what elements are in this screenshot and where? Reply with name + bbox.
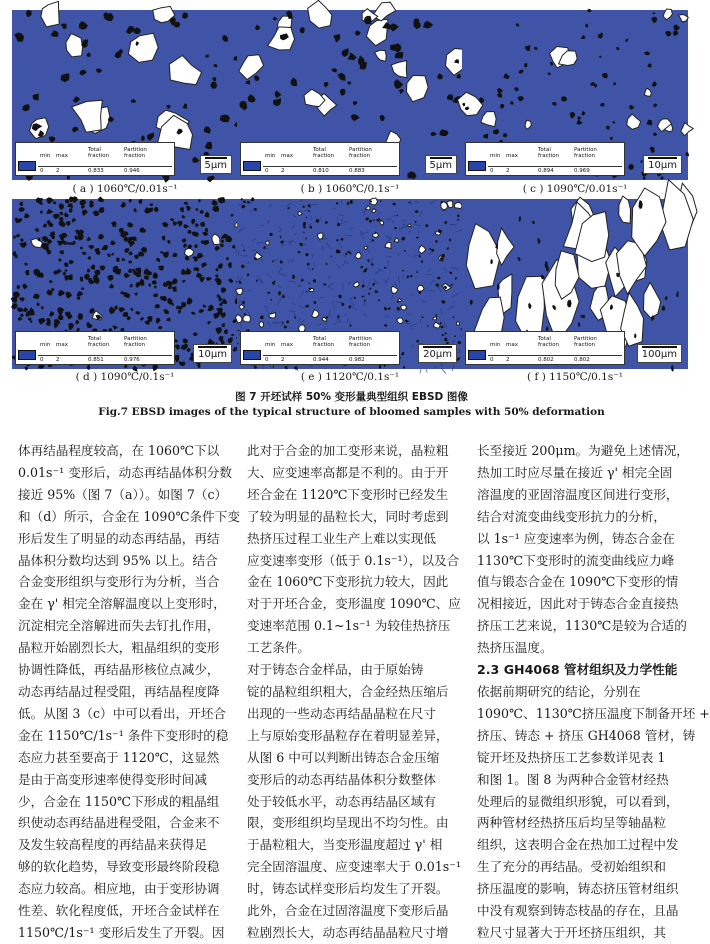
text-line: 依据前期研究的结论，分别在 <box>477 681 695 703</box>
text-line: 以 1s⁻¹ 应变速率为例，铸态合金在 <box>477 528 695 550</box>
legend-swatch <box>243 350 261 360</box>
legend-value: 0.810 <box>313 168 329 174</box>
legend-header: min <box>265 342 275 348</box>
text-line: 对于开坯合金，变形温度 1090℃、应 <box>247 593 465 615</box>
text-line: 低。从图 3（c）中可以看出，开坯合 <box>18 703 236 725</box>
text-line: 出现的一些动态再结晶晶粒在尺寸 <box>247 703 465 725</box>
text-line: 长至接近 200μm。为避免上述情况， <box>477 440 695 462</box>
legend-header: min <box>265 153 275 159</box>
scale-label: 5μm <box>205 160 227 171</box>
text-line: 织使动态再结晶进程受阻，合金来不 <box>18 812 236 834</box>
text-line: 及发生较高程度的再结晶来获得足 <box>18 834 236 856</box>
legend-value: 0 <box>265 357 269 363</box>
text-line: 挤压、铸态 + 挤压 GH4068 管材，铸 <box>477 725 695 747</box>
text-line: 锭的晶粒组织粗大，合金经热压缩后 <box>247 681 465 703</box>
text-line: 性差、软化程度低，开坯合金试样在 <box>18 900 236 922</box>
legend-value: 2 <box>281 168 285 174</box>
legend-value: 0 <box>40 168 44 174</box>
legend-swatch <box>18 161 36 171</box>
legend-header: Partition fraction <box>124 147 147 159</box>
text-line: 挤压工艺来说，1130℃是较为合适的 <box>477 615 695 637</box>
legend-header: Total fraction <box>538 147 559 159</box>
legend-value: 2 <box>506 168 510 174</box>
legend-header: Total fraction <box>313 147 334 159</box>
text-line: 体再结晶程度较高，在 1060℃下以 <box>18 440 236 462</box>
legend-value: 0 <box>490 357 494 363</box>
legend-swatch <box>468 161 486 171</box>
text-column-2 <box>247 440 465 944</box>
text-line: 热加工时应尽量在接近 γ' 相完全固 <box>477 462 695 484</box>
legend-value: 0.894 <box>538 168 554 174</box>
legend-value: 0 <box>490 168 494 174</box>
legend-value: 0.802 <box>574 357 590 363</box>
scale-label: 10μm <box>198 349 227 360</box>
legend-value: 0.976 <box>124 357 140 363</box>
text-line: 结合对流变曲线变形抗力的分析， <box>477 506 695 528</box>
legend-header: Partition fraction <box>349 147 372 159</box>
text-line: 形后发生了明显的动态再结晶，再结 <box>18 528 236 550</box>
legend-header: Total fraction <box>88 336 109 348</box>
text-line: 和图 1。图 8 为两种合金管材经热 <box>477 769 695 791</box>
text-line: 少，合金在 1150℃下形成的粗晶组 <box>18 791 236 813</box>
figure-caption-cn: 图 7 开坯试样 50% 变形量典型组织 EBSD 图像 <box>0 389 703 404</box>
text-line: 合金变形组织与变形行为分析，当合 <box>18 571 236 593</box>
text-line: 限，变形组织均呈现出不均匀性。由 <box>247 812 465 834</box>
text-line: 沉淀相完全溶解进而失去钉扎作用， <box>18 615 236 637</box>
text-line: 坯合金在 1120℃下变形时已经发生 <box>247 484 465 506</box>
legend-value: 0.946 <box>124 168 140 174</box>
text-line: 粒尺寸显著大于开坯挤压组织，其 <box>477 922 695 944</box>
panel-caption-c: ( c ) 1090℃/0.01s⁻¹ <box>462 183 688 195</box>
legend-header: Total fraction <box>538 336 559 348</box>
scale-bar <box>200 155 232 174</box>
panel-caption-d: ( d ) 1090℃/0.1s⁻¹ <box>12 371 238 383</box>
legend-header: min <box>40 342 50 348</box>
legend-value: 2 <box>56 357 60 363</box>
text-line: 晶体积分数均达到 95% 以上。结合 <box>18 550 236 572</box>
ebsd-panel-a <box>12 10 238 180</box>
text-line: 时，铸态试样变形后均发生了开裂。 <box>247 878 465 900</box>
legend-value: 0 <box>265 168 269 174</box>
text-line: 是由于高变形速率使得变形时间减 <box>18 769 236 791</box>
legend-value: 0 <box>40 357 44 363</box>
scale-bar <box>637 344 682 363</box>
ebsd-panel-e <box>237 199 463 369</box>
text-line: 工艺条件。 <box>247 637 465 659</box>
ebsd-panel-f <box>462 199 688 369</box>
legend-header: Partition fraction <box>574 336 597 348</box>
scale-bar <box>425 155 457 174</box>
ebsd-legend <box>15 331 175 365</box>
text-line: 对于铸态合金样品，由于原始铸 <box>247 659 465 681</box>
scale-label: 100μm <box>642 349 677 360</box>
legend-header: max <box>281 342 293 348</box>
legend-swatch <box>18 350 36 360</box>
text-line: 态应力较高。相应地，由于变形协调 <box>18 878 236 900</box>
ebsd-panel-b <box>237 10 463 180</box>
text-line: 溶温度的亚固溶温度区间进行变形， <box>477 484 695 506</box>
text-line: 组织，这表明合金在热加工过程中发 <box>477 834 695 856</box>
text-line: 处于较低水平，动态再结晶区域有 <box>247 791 465 813</box>
text-line: 1130℃下变形时的流变曲线应力峰 <box>477 550 695 572</box>
legend-header: max <box>56 342 68 348</box>
scale-bar <box>418 344 457 363</box>
ebsd-legend <box>240 331 400 365</box>
text-line: 变速率范围 0.1~1s⁻¹ 为较佳热挤压 <box>247 615 465 637</box>
text-line: 了较为明显的晶粒长大，同时考虑到 <box>247 506 465 528</box>
text-line: 粒剧烈长大，动态再结晶晶粒尺寸增 <box>247 922 465 944</box>
scale-label: 20μm <box>423 349 452 360</box>
text-line: 态应力甚至要高于 1120℃，这显然 <box>18 747 236 769</box>
text-line: 金在 γ' 相完全溶解温度以上变形时， <box>18 593 236 615</box>
legend-value: 0.851 <box>88 357 104 363</box>
ebsd-panel-d <box>12 199 238 369</box>
legend-value: 0.944 <box>313 357 329 363</box>
legend-header: max <box>506 153 518 159</box>
legend-header: max <box>281 153 293 159</box>
text-line: 况相接近，因此对于铸态合金直接热 <box>477 593 695 615</box>
legend-value: 2 <box>281 357 285 363</box>
legend-header: min <box>490 342 500 348</box>
text-column-1 <box>18 440 236 944</box>
ebsd-legend <box>465 331 625 365</box>
text-line: 和（d）所示，合金在 1090℃条件下变 <box>18 506 236 528</box>
text-line: 够的软化趋势，导致变形最终阶段稳 <box>18 856 236 878</box>
text-line: 接近 95%（图 7（a））。如图 7（c） <box>18 484 236 506</box>
legend-value: 0.833 <box>88 168 104 174</box>
text-line: 2.3 GH4068 管材组织及力学性能 <box>477 659 695 681</box>
legend-header: max <box>506 342 518 348</box>
text-line: 锭开坯及热挤压工艺参数详见表 1 <box>477 747 695 769</box>
text-line: 热挤压过程工业生产上难以实现低 <box>247 528 465 550</box>
panel-caption-a: ( a ) 1060℃/0.01s⁻¹ <box>12 183 238 195</box>
text-line: 动态再结晶过程受阻，再结晶程度降 <box>18 681 236 703</box>
legend-value: 0.883 <box>349 168 365 174</box>
ebsd-legend <box>465 142 625 176</box>
scale-bar <box>643 155 682 174</box>
text-line: 应变速率变形（低于 0.1s⁻¹），以及合 <box>247 550 465 572</box>
legend-header: Partition fraction <box>124 336 147 348</box>
text-line: 从图 6 中可以判断出铸态合金压缩 <box>247 747 465 769</box>
legend-value: 0.969 <box>574 168 590 174</box>
legend-header: min <box>490 153 500 159</box>
legend-value: 0.802 <box>538 357 554 363</box>
legend-value: 2 <box>56 168 60 174</box>
text-line: 生了充分的再结晶。受初始组织和 <box>477 856 695 878</box>
text-line: 协调性降低，再结晶形核位点减少， <box>18 659 236 681</box>
text-line: 完全固溶温度、应变速率大于 0.01s⁻¹ <box>247 856 465 878</box>
legend-header: Total fraction <box>313 336 334 348</box>
text-line: 晶粒开始剧烈长大，粗晶组织的变形 <box>18 637 236 659</box>
text-line: 热挤压温度。 <box>477 637 695 659</box>
panel-caption-e: ( e ) 1120℃/0.1s⁻¹ <box>237 371 463 383</box>
text-line: 挤压温度的影响，铸态挤压管材组织 <box>477 878 695 900</box>
panel-caption-b: ( b ) 1060℃/0.1s⁻¹ <box>237 183 463 195</box>
text-line: 金在 1150℃/1s⁻¹ 条件下变形时的稳 <box>18 725 236 747</box>
text-line: 1150℃/1s⁻¹ 变形后发生了开裂。因 <box>18 922 236 944</box>
text-column-3 <box>477 440 695 944</box>
legend-swatch <box>243 161 261 171</box>
text-line: 0.01s⁻¹ 变形后，动态再结晶体积分数 <box>18 462 236 484</box>
text-line: 大、应变速率高都是不利的。由于开 <box>247 462 465 484</box>
legend-header: max <box>56 153 68 159</box>
text-line: 于晶粒粗大，当变形温度超过 γ' 相 <box>247 834 465 856</box>
legend-value: 0.982 <box>349 357 365 363</box>
legend-header: Partition fraction <box>574 147 597 159</box>
text-line: 此外，合金在过固溶温度下变形后晶 <box>247 900 465 922</box>
text-line: 值与锻态合金在 1090℃下变形的情 <box>477 571 695 593</box>
scale-label: 5μm <box>430 160 452 171</box>
panel-caption-f: ( f ) 1150℃/0.1s⁻¹ <box>462 371 688 383</box>
legend-value: 2 <box>506 357 510 363</box>
ebsd-legend <box>15 142 175 176</box>
text-line: 处理后的显微组织形貌，可以看到， <box>477 791 695 813</box>
text-line: 此对于合金的加工变形来说，晶粒粗 <box>247 440 465 462</box>
scale-bar <box>193 344 232 363</box>
ebsd-panel-c <box>462 10 688 180</box>
text-line: 变形后的动态再结晶体积分数整体 <box>247 769 465 791</box>
scale-label: 10μm <box>648 160 677 171</box>
figure-caption-en: Fig.7 EBSD images of the typical structure of bloomed samples with 50% deformation <box>0 406 703 418</box>
text-line: 上与原始变形晶粒存在着明显差异， <box>247 725 465 747</box>
legend-header: min <box>40 153 50 159</box>
legend-header: Total fraction <box>88 147 109 159</box>
text-line: 两种管材经热挤压后均呈等轴晶粒 <box>477 812 695 834</box>
legend-swatch <box>468 350 486 360</box>
text-line: 中没有观察到铸态枝晶的存在，且晶 <box>477 900 695 922</box>
legend-header: Partition fraction <box>349 336 372 348</box>
text-line: 1090℃、1130℃挤压温度下制备开坯 + <box>477 703 695 725</box>
text-line: 金在 1060℃下变形抗力较大，因此 <box>247 571 465 593</box>
ebsd-legend <box>240 142 400 176</box>
